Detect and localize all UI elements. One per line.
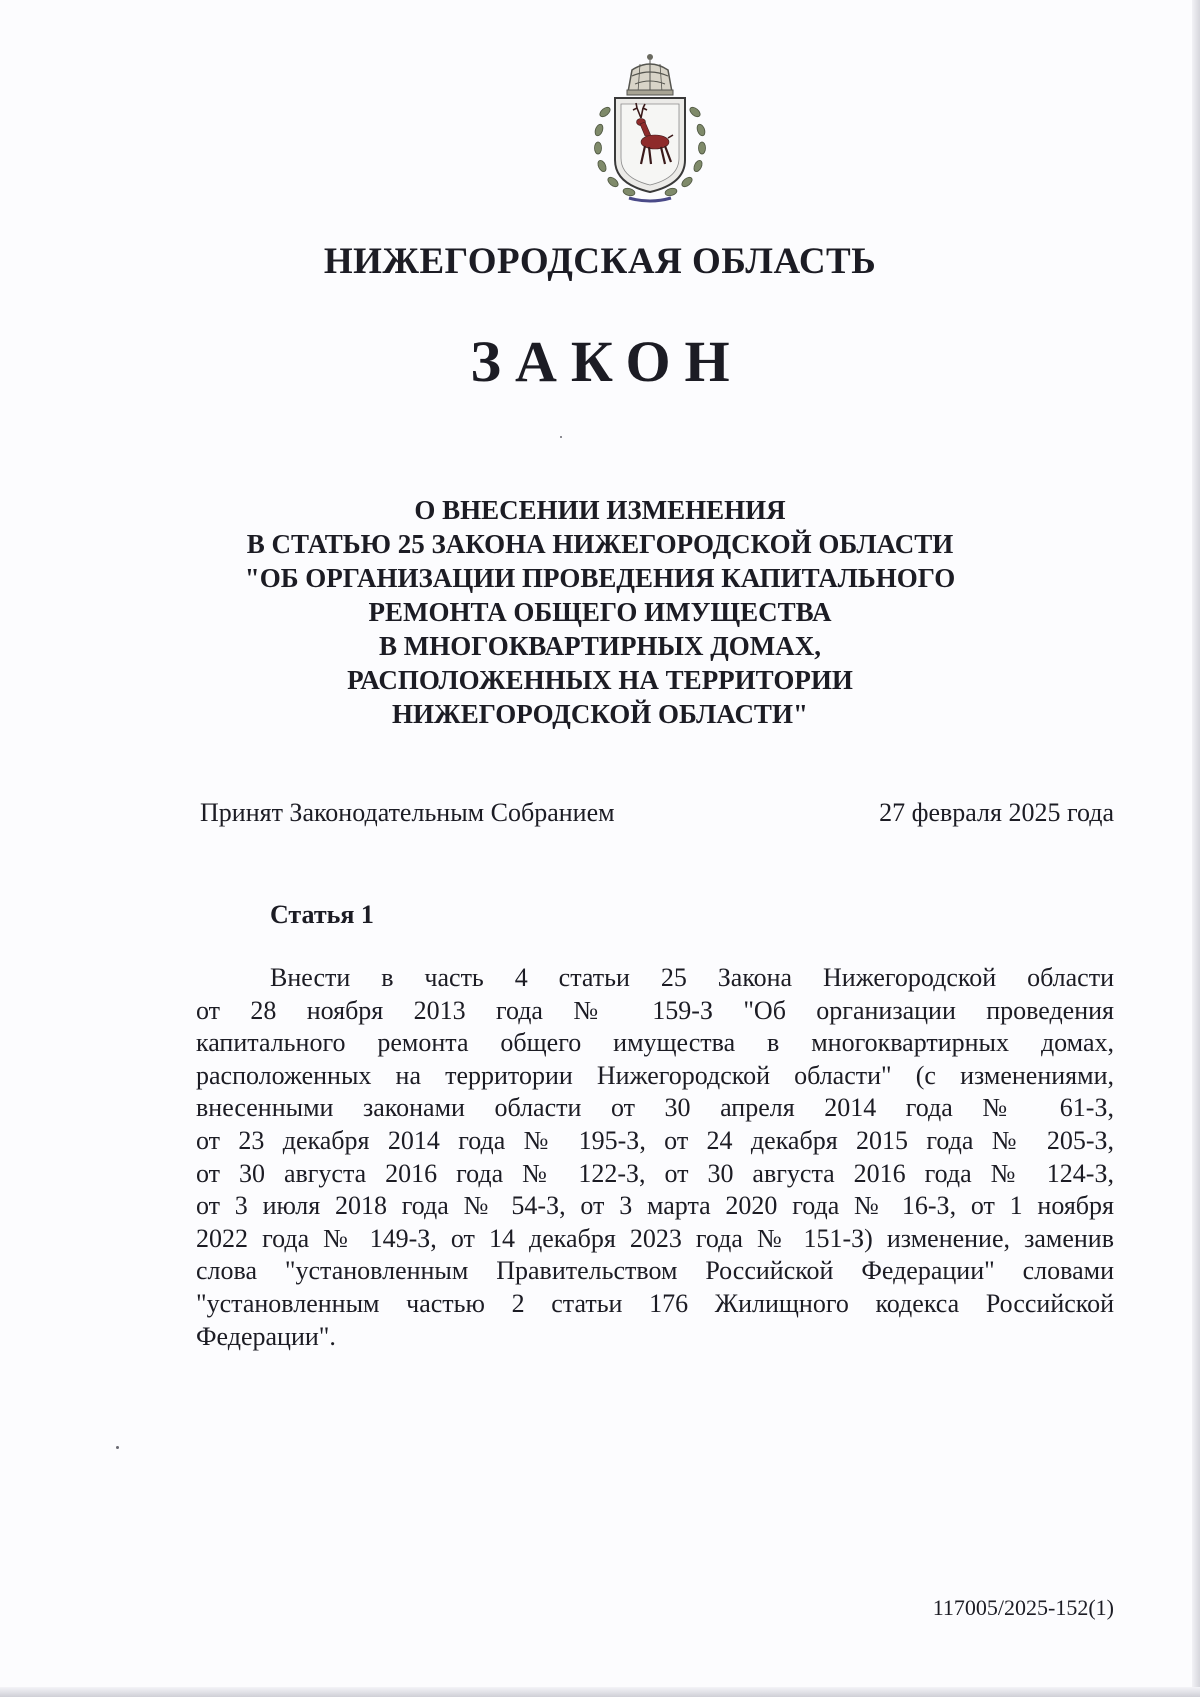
article-line: от 28 ноября 2013 года № 159-З "Об организации проведения [196,995,1114,1025]
crown-icon [627,54,673,95]
article-line: расположенных на территории Нижегородской области" (с изменениями, [196,1060,1114,1090]
subject-line: НИЖЕГОРОДСКОЙ ОБЛАСТИ" [392,699,808,729]
article-body [196,962,1114,1353]
article-line: Внести в часть 4 статьи 25 Закона Нижегородской области [270,963,1114,992]
article-line: капитального ремонта общего имущества в многоквартирных домах, [196,1028,1114,1058]
adoption-info [200,798,1114,832]
law-subject [0,493,1200,731]
subject-line: РЕМОНТА ОБЩЕГО ИМУЩЕСТВА [368,597,832,627]
document-number: 117005/2025-152(1) [932,1595,1114,1620]
article-line: от 30 августа 2016 года № 122-З, от 30 августа 2016 года № 124-З, [196,1158,1114,1188]
article-line: 2022 года № 149-З, от 14 декабря 2023 года № 151-З) изменение, заменив [196,1223,1114,1253]
scan-speck [116,1446,119,1449]
article-line: слова "установленным Правительством Российской Федерации" словами [196,1256,1114,1286]
law-title: ЗАКОН [470,329,744,394]
region-title: НИЖЕГОРОДСКАЯ ОБЛАСТЬ [323,241,877,282]
subject-line: В МНОГОКВАРТИРНЫХ ДОМАХ, [378,631,822,661]
article-line: от 23 декабря 2014 года № 195-З, от 24 декабря 2015 года № 205-З, [196,1125,1114,1155]
article-line: внесенными законами области от 30 апреля 2014 года № 61-З, [196,1093,1114,1123]
article-line: Федерации". [196,1321,336,1351]
subject-line: РАСПОЛОЖЕННЫХ НА ТЕРРИТОРИИ [347,665,853,695]
coat-of-arms-icon [585,52,715,204]
scan-edge-right [1192,0,1200,1697]
article-heading: Статья 1 [270,900,374,929]
article-line: от 3 июля 2018 года № 54-З, от 3 марта 2020 года № 16-З, от 1 ноября [196,1191,1114,1221]
adopted-date: 27 февраля 2025 года [879,798,1114,827]
scan-speck [560,436,562,438]
adopted-by: Принят Законодательным Собранием [200,798,615,827]
article-line: "установленным частью 2 статьи 176 Жилищного кодекса Российской [196,1288,1114,1318]
subject-line: "ОБ ОРГАНИЗАЦИИ ПРОВЕДЕНИЯ КАПИТАЛЬНОГО [244,563,956,593]
scan-edge-bottom [0,1687,1200,1697]
subject-line: О ВНЕСЕНИИ ИЗМЕНЕНИЯ [414,495,786,525]
subject-line: В СТАТЬЮ 25 ЗАКОНА НИЖЕГОРОДСКОЙ ОБЛАСТИ [246,529,954,559]
